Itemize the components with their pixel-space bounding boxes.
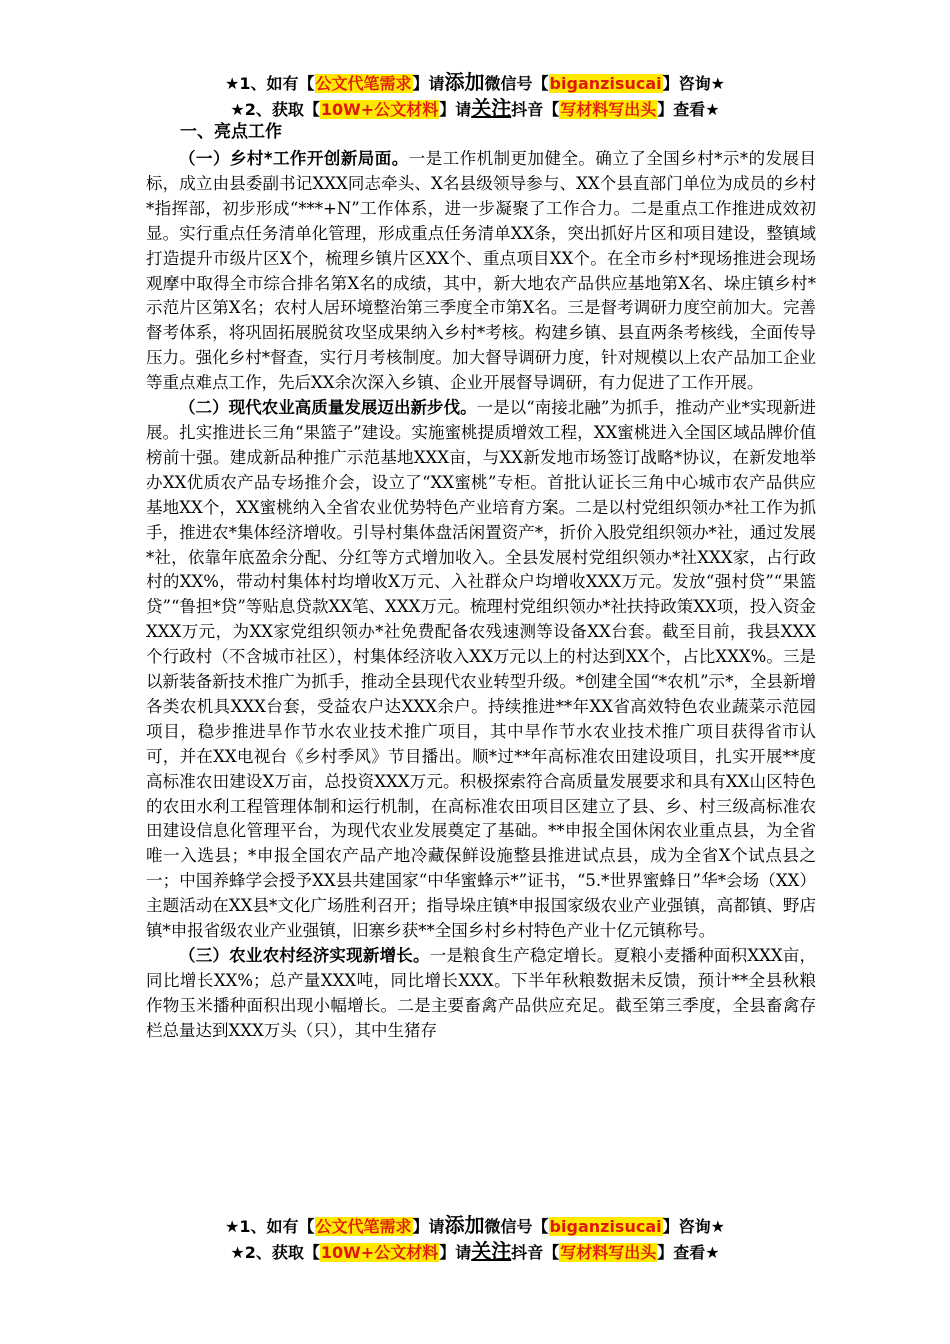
bottom-banner-line-1: ★1、如有【公文代笔需求】请添加微信号【biganzisucai】咨询★ <box>225 1213 725 1237</box>
ghostwriting-highlight: 公文代笔需求 <box>315 74 412 93</box>
paragraph-2-body: 一是以“南接北融”为抓手，推动产业*实现新进展。扎实推进长三角“果篮子”建设。实施蜜桃提质增效工程，XX蜜桃进入全国区域品牌价值榜前十强。建成新品种推广示范基地XXX亩，与XX新发地市场签订战略*协议，在新发地举办XX优质农产品专场推介会，设立了“XX蜜桃”专柜。首批认证长三角中心城市农产品供应基地XX个，XX蜜桃纳入全省农业优势特色产业培育方案。二是以村党组织领办*社工作为抓手，推进农*集体经济增收。引导村集体盘活闲置资产*，折价入股党组织领办*社，通过发展*社，依靠年底盈余分配、分红等方式增加收入。全县发展村党组织领办*社XXX家，占行政村的XX%，带动村集体村均增收X万元、入社群众户均增收XXX万元。发放“强村贷”“果篮贷”“鲁担*贷”等贴息贷款XX笔、XXX万元。梳理村党组织领办*社扶持政策XX项，投入资金XXX万元，为XX家党组织领办*社免费配备农残速测等设备XX台套。截至目前，我县XXX个行政村（不含城市社区），村集体经济收入XX万元以上的村达到XX个，占比XXX%。三是以新装备新技术推广为抓手，推动全县现代农业转型升级。*创建全国“*农机”示*，全县新增各类农机具XXX台套，受益农户达XXX余户。持续推进**年XX省高效特色农业蔬菜示范园项目，稳步推进旱作节水农业技术推广项目，其中旱作节水农业技术推广项目获得省市认可，并在XX电视台《乡村季风》节目播出。顺*过**年高标准农田建设项目，扎实开展**度高标准农田建设X万亩，总投资XXX万元。积极探索符合高质量发展要求和具有XX山区特色的农田水利工程管理体制和运行机制，在高标准农田项目区建立了县、乡、村三级高标准农田建设信息化管理平台，为现代农业发展奠定了基础。**申报全国休闲农业重点县，为全省唯一入选县；*申报全国农产品产地冷藏保鲜设施整县推进试点县，成为全省X个试点县之一；中国养蜂学会授予XX县共建国家“中华蜜蜂示*”证书，“5.*世界蜜蜂日”华*会场（XX）主题活动在XX县*文化广场胜利召开；指导垛庄镇*申报国家级农业产业强镇，高都镇、野店镇*申报省级农业产业强镇，旧寨乡获**全国乡村乡村特色产业十亿元镇称号。 <box>146 398 817 941</box>
douyin-id-highlight: 写材料写出头 <box>560 100 657 119</box>
wechat-id-highlight: biganzisucai <box>549 1217 662 1236</box>
bottom-banner-line-2: ★2、获取【10W+公文材料】请关注抖音【写材料写出头】查看★ <box>230 1239 720 1263</box>
douyin-id-highlight: 写材料写出头 <box>560 1243 657 1262</box>
materials-highlight: 10W+公文材料 <box>320 100 439 119</box>
document-body <box>146 120 816 1044</box>
ghostwriting-highlight: 公文代笔需求 <box>315 1217 412 1236</box>
paragraph-2 <box>146 396 816 944</box>
paragraph-3-body: 一是粮食生产稳定增长。夏粮小麦播种面积XXX亩，同比增长XX%；总产量XXX吨，同比增长XXX。下半年秋粮数据未反馈，预计**全县秋粮作物玉米播种面积出现小幅增长。二是主要畜禽产品供应充足。截至第三季度，全县畜禽存栏总量达到XXX万头（只），其中生猪存 <box>146 946 816 1040</box>
top-banner-line-2: ★2、获取【10W+公文材料】请关注抖音【写材料写出头】查看★ <box>230 96 720 120</box>
bottom-banner <box>0 1213 950 1265</box>
paragraph-1 <box>146 147 816 396</box>
wechat-id-highlight: biganzisucai <box>549 74 662 93</box>
paragraph-3-lead: （三）农业农村经济实现新增长。 <box>179 946 430 965</box>
materials-highlight: 10W+公文材料 <box>320 1243 439 1262</box>
paragraph-1-lead: （一）乡村*工作开创新局面。 <box>179 149 409 168</box>
paragraph-3 <box>146 944 816 1044</box>
section-heading: 一、亮点工作 <box>180 122 282 142</box>
paragraph-2-lead: （二）现代农业高质量发展迈出新步伐。 <box>179 398 477 418</box>
top-banner <box>0 70 950 122</box>
paragraph-1-body: 一是工作机制更加健全。确立了全国乡村*示*的发展目标，成立由县委副书记XXX同志牵头、X名县级领导参与、XX个县直部门单位为成员的乡村*指挥部，初步形成“***+N”工作体系，进一步凝聚了工作合力。二是重点工作推进成效初显。实行重点任务清单化管理，形成重点任务清单XX条，突出抓好片区和项目建设，整镇域打造提升市级片区X个，梳理乡镇片区XX个、重点项目XX个。在全市乡村*现场推进会现场观摩中取得全市综合排名第X名的成绩，其中，新大地农产品供应基地第X名、垛庄镇乡村*示范片区第X名；农村人居环境整治第三季度全市第X名。三是督考调研力度空前加大。完善督考体系，将巩固拓展脱贫攻坚成果纳入乡村*考核。构建乡镇、县直两条考核线，全面传导压力。强化乡村*督查，实行月考核制度。加大督导调研力度，针对规模以上农产品加工企业等重点难点工作，先后XX余次深入乡镇、企业开展督导调研，有力促进了工作开展。 <box>146 149 816 393</box>
top-banner-line-1: ★1、如有【公文代笔需求】请添加微信号【biganzisucai】咨询★ <box>225 70 725 94</box>
